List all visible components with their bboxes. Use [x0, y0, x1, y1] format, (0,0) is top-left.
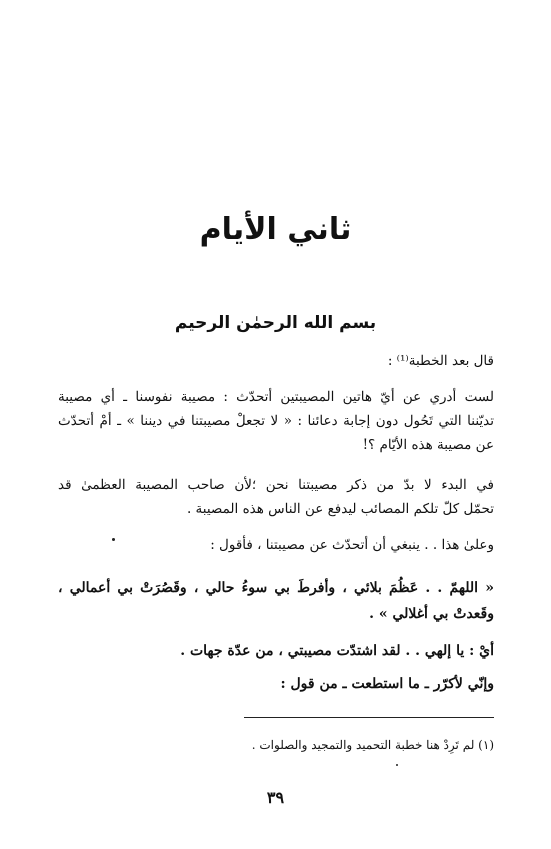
- closing-line-1: أيْ : يا إلهي . . لقد اشتدّت مصيبتي ، من عدّة جهات .: [180, 643, 494, 659]
- closing-line-2: وإنّي لأكرّر ـ ما استطعت ـ من قول :: [280, 676, 494, 692]
- supplication-line-1: « اللهمّ . . عَظُمَ بلائي ، وأفرطَ بي سوءُ حالي ، وقَصُرَتْ بي أعمالي ،: [58, 580, 494, 596]
- chapter-title: ثاني الأيام: [199, 212, 352, 247]
- supplication-line-2: وقَعدتْ بي أغلالي » .: [369, 606, 494, 622]
- paragraph-3-line-1: وعلىٰ هذا . . ينبغي أن أتحدّث عن مصيبتنا ، فأقول :: [210, 537, 494, 553]
- footnote: (١) لم تَرِدْ هنا خطبة التحميد والتمجيد والصلوات .: [251, 738, 494, 752]
- paragraph-1-line-1: لست أدري عن أيّ هاتين المصيبتين أتحدّث : مصيبة نفوسنا ـ أي مصيبة: [58, 389, 494, 405]
- paragraph-2-line-2: تحمّل كلّ تلكم المصائب ليدفع عن الناس هذه المصيبة .: [186, 501, 494, 517]
- footnote-separator: [244, 717, 494, 718]
- basmala: بسم الله الرحمٰن الرحيم: [174, 313, 377, 333]
- page-number: ٣٩: [266, 788, 285, 807]
- paragraph-1-line-3: عن مصيبة هذه الأيّام ؟!: [362, 437, 494, 453]
- print-speck: [396, 764, 398, 766]
- intro-line: قال بعد الخطبة⁽¹⁾ :: [387, 353, 494, 369]
- paragraph-1-line-2: تديّننا التي تَحُول دون إجابة دعائنا : « لا تجعلْ مصيبتنا في ديننا » ـ أمْ أتحدّث: [58, 413, 494, 429]
- print-speck: [112, 538, 115, 541]
- paragraph-2-line-1: في البدء لا بدّ من ذكر مصيبتنا نحن ؛لأن صاحب المصيبة العظمىٰ قد: [58, 477, 494, 493]
